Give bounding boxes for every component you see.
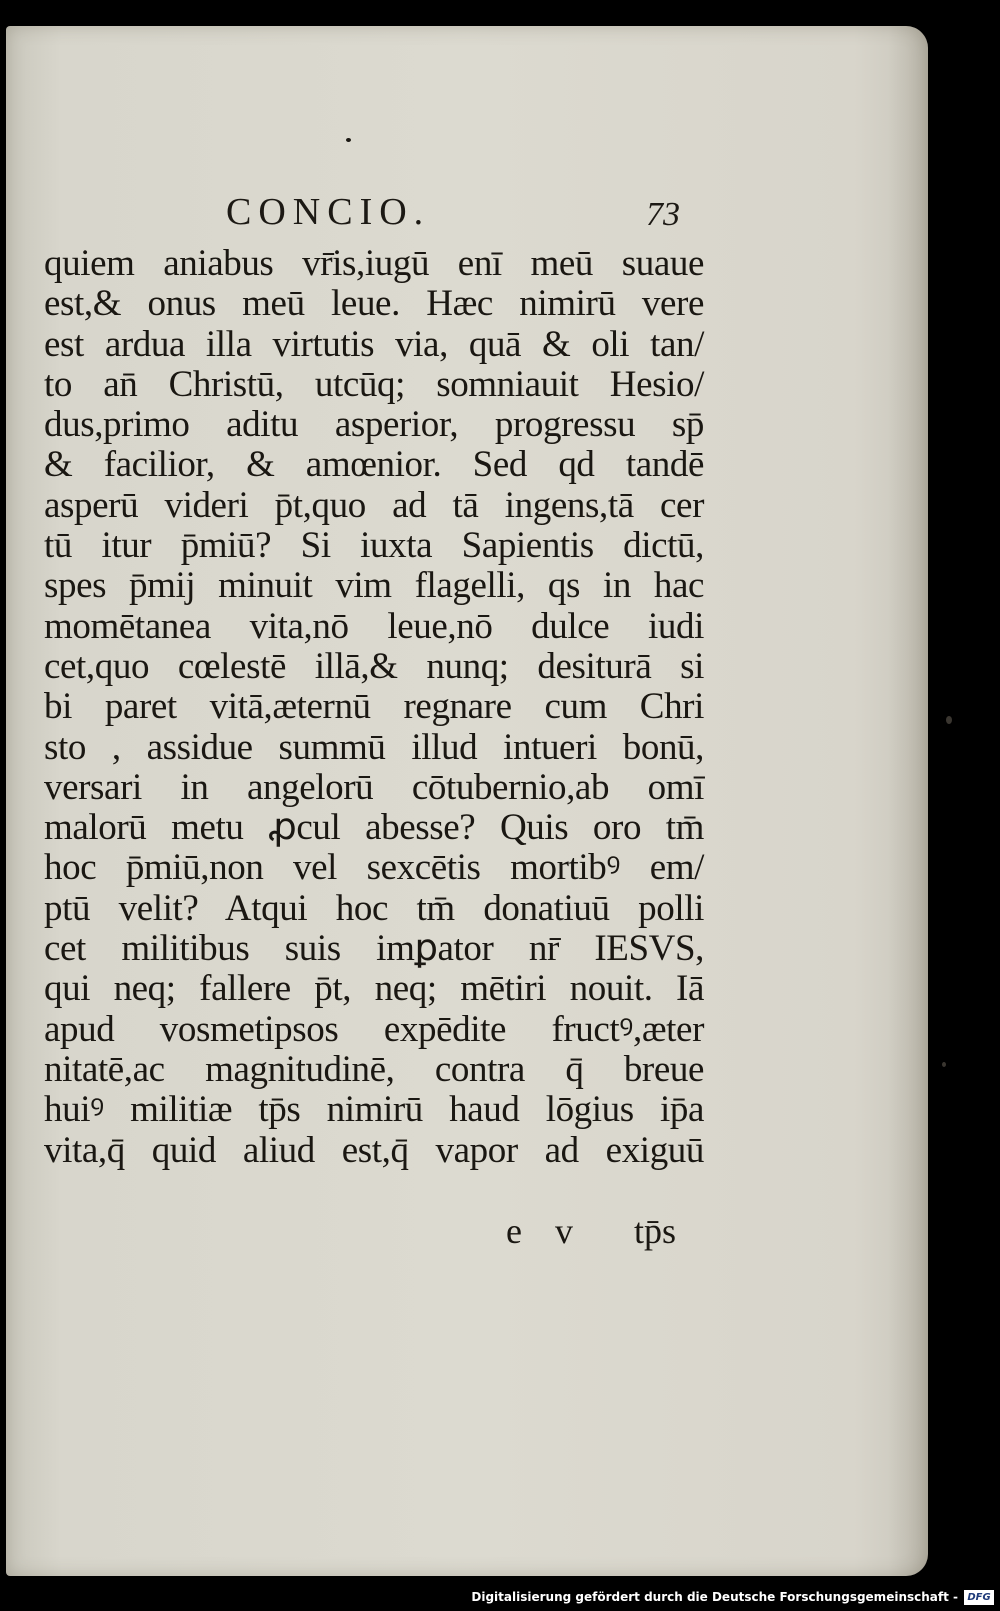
text-line: to an̄ Christū, utcūq; somniauit Hesio/: [44, 363, 704, 405]
text-line: & facilior, & amœnior. Sed qd tandē: [44, 444, 704, 486]
catchword: tp̄s: [633, 1211, 676, 1251]
text-line: cet militibus suis imꝑator nr̄ IESVS,: [44, 928, 704, 970]
catchword-line: [506, 1210, 696, 1254]
dfg-logo: DFG: [964, 1590, 994, 1605]
text-line: huiꝰ militiæ tp̄s nimirū haud lōgius ip̄a: [44, 1089, 705, 1131]
text-line: est ardua illa virtutis via, quā & oli tan/: [44, 323, 704, 365]
book-page: [6, 26, 928, 1576]
text-line: tū itur p̄miū? Si iuxta Sapientis dictū,: [44, 525, 704, 567]
text-line: hoc p̄miū,non vel sexcētis mortibꝰ em/: [44, 847, 704, 889]
text-line: bi paret vitā,æternū regnare cum Chri: [44, 686, 704, 728]
text-line: quiem aniabus vr̄is,iugū enī meū suaue: [44, 243, 704, 284]
text-line: vita,q̄ quid aliud est,q̄ vapor ad exiguū: [44, 1129, 704, 1171]
signature-mark: e v: [506, 1211, 585, 1251]
ink-speck: [942, 1062, 946, 1067]
text-line: qui neq; fallere p̄t, neq; mētiri nouit. Iā: [44, 968, 704, 1010]
footer-text: Digitalisierung gefördert durch die Deutsche Forschungsgemeinschaft -: [471, 1590, 958, 1604]
text-line: asperū videri p̄t,quo ad tā ingens,tā cer: [44, 484, 704, 526]
text-line: ptū velit? Atqui hoc tm̄ donatiuū polli: [44, 887, 704, 929]
text-line: versari in angelorū cōtubernio,ab omī: [44, 766, 704, 808]
page-number: 73: [646, 196, 680, 233]
running-head: CONCIO.: [226, 191, 431, 233]
funding-footer: [471, 1586, 994, 1608]
text-line: apud vosmetipsos expēdite fructꝰ,æter: [44, 1008, 704, 1050]
text-line: malorū metu ꝓcul abesse? Quis oro tm̄: [44, 807, 704, 849]
text-line: cet,quo cœlestē illā,& nunq; desiturā si: [44, 645, 704, 687]
ink-speck: [346, 138, 351, 142]
text-line: spes p̄mij minuit vim flagelli, qs in hac: [44, 565, 704, 607]
text-block: [44, 244, 704, 1171]
text-line: est,& onus meū leue. Hæc nimirū vere: [44, 283, 704, 325]
text-line: dus,primo aditu asperior, progressu sp̄: [44, 404, 704, 446]
ink-speck: [946, 716, 952, 724]
text-line: nitatē,ac magnitudinē, contra q̄ breue: [44, 1048, 704, 1090]
text-line: momētanea vita,nō leue,nō dulce iudi: [44, 605, 704, 647]
text-line: sto , assidue summū illud intueri bonū,: [44, 726, 704, 768]
